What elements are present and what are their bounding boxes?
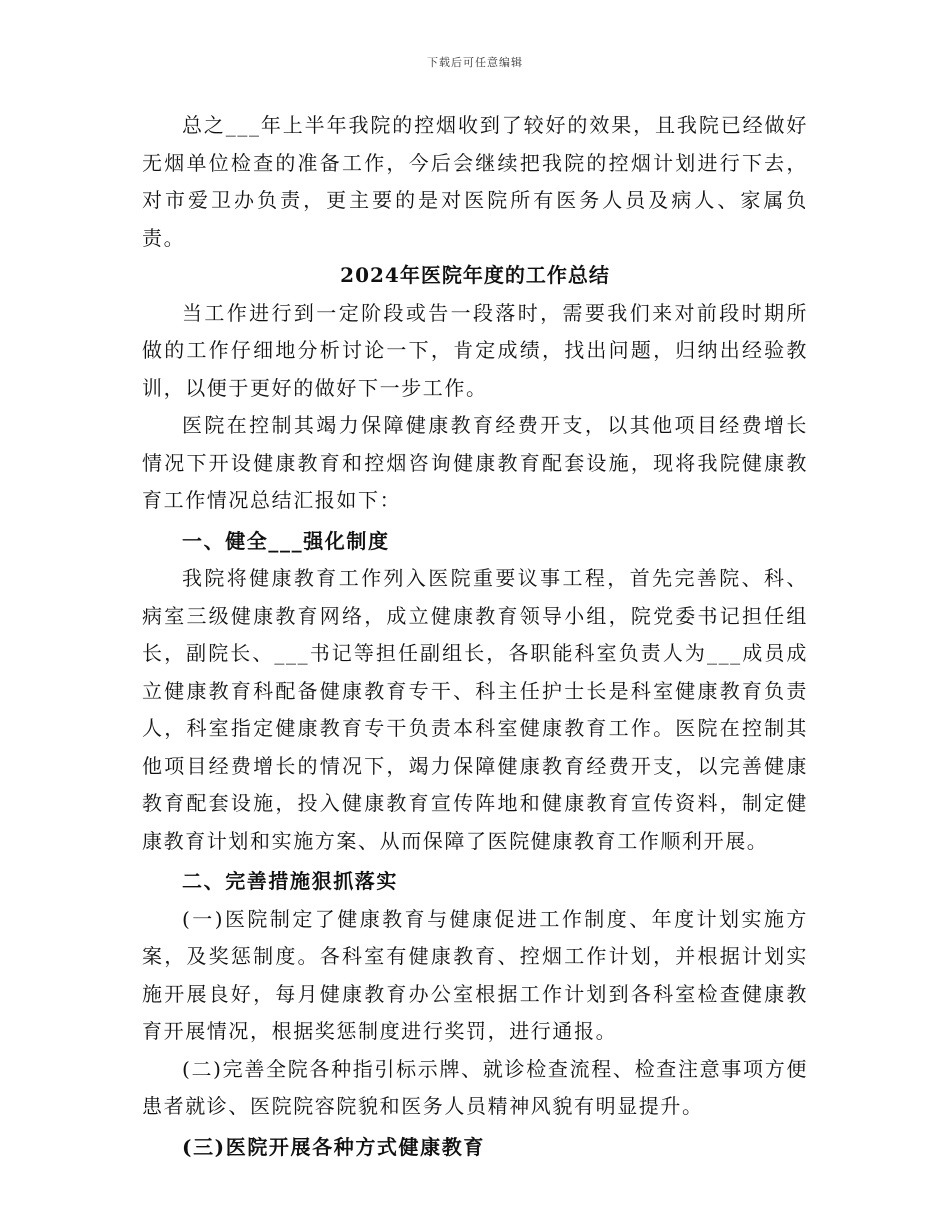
section-2-paragraph-1: (一)医院制定了健康教育与健康促进工作制度、年度计划实施方案，及奖惩制度。各科室有健康教育、控烟工作计划，并根据计划实施开展良好，每月健康教育办公室根据工作计划到各科室检查健康教育开展情况，根据奖惩制度进行奖罚，进行通报。 xyxy=(142,906,808,1043)
paragraph-1: 当工作进行到一定阶段或告一段落时，需要我们来对前段时期所做的工作仔细地分析讨论一下，肯定成绩，找出问题，归纳出经验教训，以便于更好的做好下一步工作。 xyxy=(142,300,808,400)
section-1-paragraph: 我院将健康教育工作列入医院重要议事工程，首先完善院、科、病室三级健康教育网络，成立健康教育领导小组，院党委书记担任组长，副院长、___书记等担任副组长，各职能科室负责人为___成员成立健康教育科配备健康教育专干、科主任护士长是科室健康教育负责人，科室指定健康教育专干负责本科室健康教育工作。医院在控制其他项目经费增长的情况下，竭力保障健康教育经费开支，以完善健康教育配套设施，投入健康教育宣传阵地和健康教育宣传资料，制定健康教育计划和实施方案、从而保障了医院健康教育工作顺利开展。 xyxy=(142,566,808,853)
section-2-heading: 二、完善措施狠抓落实 xyxy=(182,869,398,893)
section-2-paragraph-2: (二)完善全院各种指引标示牌、就诊检查流程、检查注意事项方便患者就诊、医院院容院貌和医务人员精神风貌有明显提升。 xyxy=(142,1056,808,1118)
section-1-heading: 一、健全___强化制度 xyxy=(182,528,390,553)
intro-paragraph: 总之___年上半年我院的控烟收到了较好的效果，且我院已经做好无烟单位检查的准备工作，今后会继续把我院的控烟计划进行下去，对市爱卫办负责，更主要的是对医院所有医务人员及病人、家属负责。 xyxy=(142,113,808,250)
subsection-3-heading: (三)医院开展各种方式健康教育 xyxy=(182,1134,485,1159)
document-body xyxy=(142,107,808,1166)
document-title: 2024年医院年度的工作总结 xyxy=(340,263,610,287)
page-header: 下载后可任意编辑 xyxy=(427,56,523,69)
paragraph-2: 医院在控制其竭力保障健康教育经费开支，以其他项目经费增长情况下开设健康教育和控烟咨询健康教育配套设施，现将我院健康教育工作情况总结汇报如下： xyxy=(142,413,808,512)
